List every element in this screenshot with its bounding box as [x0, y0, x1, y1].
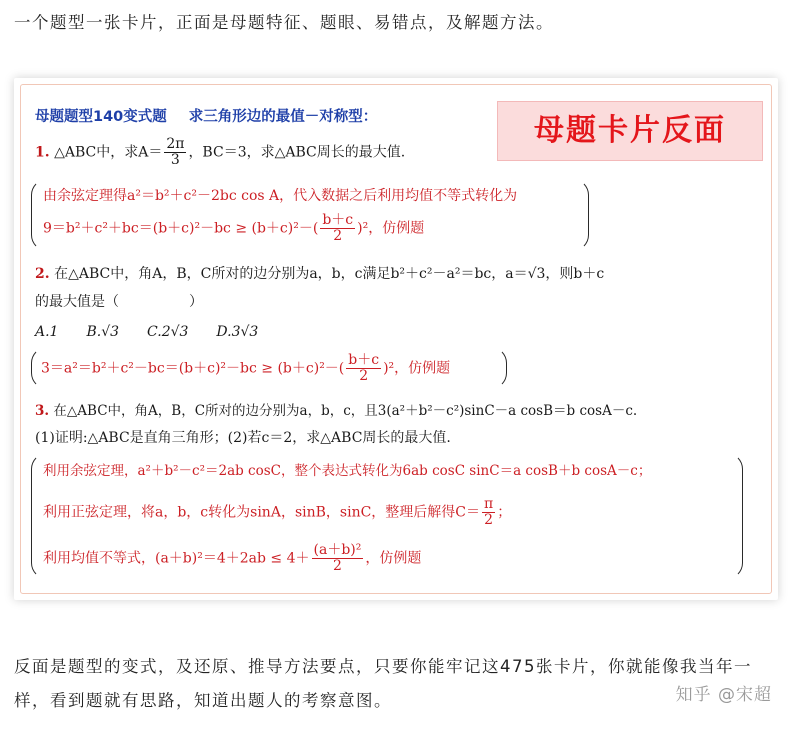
solution-2-fraction: $\frac{b+c}{2}$	[348, 352, 380, 384]
solution-1-line-2: 9＝b²＋c²＋bc＝(b＋c)²－bc ≥ (b＋c)²－( $\frac{b+c}{2}$ )²，仿例题	[43, 212, 425, 244]
card-banner: 母题卡片反面	[497, 101, 763, 161]
question-1-fraction: $\frac{2\pi}{3}$	[166, 136, 185, 168]
solution-1-fraction: $\frac{b+c}{2}$	[322, 212, 354, 244]
question-2-options: A.1 B.√3 C.2√3 D.3√3	[35, 324, 259, 340]
caption-top: 一个题型一张卡片，正面是母题特征、题眼、易错点，及解题方法。	[14, 13, 554, 32]
solution-3-line-3: 利用均值不等式，(a＋b)²＝4＋2ab ≤ 4＋ $\frac{\text{(a＋b)²}}{2}$ ，仿例题	[43, 542, 422, 574]
heading-type: 母题题型140变式题	[35, 109, 167, 125]
question-1-text-post: ，BC＝3，求△ABC周长的最大值.	[188, 144, 406, 161]
question-3-number: 3.	[35, 403, 50, 419]
watermark-author: 知乎 @宋超	[675, 685, 772, 705]
flashcard-image	[14, 78, 778, 600]
flashcard-back	[20, 84, 772, 594]
question-2-line-1: 2. 在△ABC中，角A，B，C所对的边分别为a，b，c满足b²＋c²－a²＝bc，a＝√3，则b＋c	[35, 266, 605, 282]
solution-3-fraction-2: $\frac{\text{(a＋b)²}}{2}$	[313, 542, 362, 574]
question-1	[35, 137, 405, 168]
caption-bottom: 反面是题型的变式，及还原、推导方法要点，只要你能牢记这475张卡片，你就能像我当年一样，看到题就有思路，知道出题人的考察意图。	[14, 657, 752, 710]
solution-3-fraction-1: $\frac{\pi}{2}$	[484, 496, 494, 528]
question-1-text-pre: △ABC中，求A＝	[54, 144, 163, 161]
question-2-line-2: 的最大值是（ ）	[35, 294, 203, 310]
solution-1-line-1: 由余弦定理得a²＝b²＋c²－2bc cos A，代入数据之后利用均值不等式转化为	[43, 188, 518, 204]
solution-3-line-2: 利用正弦定理，将a，b，c转化为sinA，sinB，sinC，整理后解得C＝ $\frac{\pi}{2}$ ；	[43, 496, 512, 528]
heading-topic: 求三角形边的最值－对称型：	[188, 109, 378, 125]
solution-2-line: 3＝a²＝b²＋c²－bc＝(b＋c)²－bc ≥ (b＋c)²－( $\frac{b+c}{2}$ )²，仿例题	[41, 352, 451, 384]
solution-3-line-1: 利用余弦定理，a²＋b²－c²＝2ab cosC，整个表达式转化为6ab cosC sinC＝a cosB＋b cosA－c；	[43, 463, 652, 479]
question-3-line-1: 3. 在△ABC中，角A，B，C所对的边分别为a，b，c，且3(a²＋b²－c²)sinC－a cosB＝b cosA－c.	[35, 403, 638, 419]
question-2-number: 2.	[35, 266, 50, 282]
card-heading	[35, 105, 377, 126]
question-3-line-2: (1)证明:△ABC是直角三角形；(2)若c＝2，求△ABC周长的最大值.	[35, 430, 451, 446]
question-1-number: 1.	[35, 144, 50, 161]
